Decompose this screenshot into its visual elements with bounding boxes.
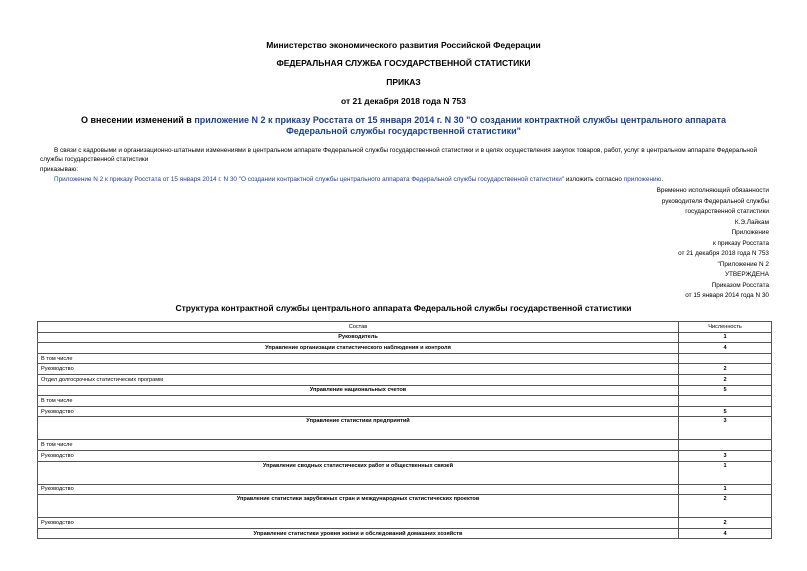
row-count: 2	[679, 518, 772, 529]
row-name: Руководство	[38, 364, 679, 375]
row-count: 4	[679, 343, 772, 354]
signature-line: руководителя Федеральной службы	[661, 197, 769, 205]
row-name: Руководство	[38, 518, 679, 529]
row-count: 2	[679, 374, 772, 385]
table-row	[38, 440, 772, 451]
table-row	[38, 518, 772, 529]
order-item-text: изложить согласно	[564, 176, 624, 183]
table-row	[38, 528, 772, 539]
row-name: В том числе	[38, 440, 679, 451]
table-row	[38, 332, 772, 343]
row-count: 1	[679, 332, 772, 343]
signature-line: Временно исполняющий обязанности	[656, 187, 769, 194]
header-col-count: Численность	[679, 322, 772, 333]
row-count: 5	[679, 406, 772, 417]
table-row	[38, 353, 772, 364]
row-count: 1	[679, 461, 772, 484]
table-row	[38, 461, 772, 484]
signature-block	[657, 186, 769, 302]
row-name: Управление национальных счетов	[38, 385, 679, 396]
table-row	[38, 450, 772, 461]
row-count	[679, 353, 772, 364]
order-item	[54, 175, 789, 184]
signature-line: Приказом Росстата	[711, 281, 769, 289]
signature-line: государственной статистики	[685, 208, 769, 215]
signature-line: Приложение	[731, 229, 769, 236]
row-count: 2	[679, 364, 772, 375]
table-row	[38, 396, 772, 407]
preamble-paragraph: В связи с кадровыми и организационно-штатными изменениями в центральном аппарате Федеральной службы государственной статистики и в целях осуществления закупок товаров, работ, услуг в центральном аппарате Федеральной службы государственной статистики	[40, 147, 758, 163]
row-count	[679, 396, 772, 407]
structure-title: Структура контрактной службы центрального аппарата Федеральной службы государственной статистики	[175, 303, 632, 313]
row-count	[679, 440, 772, 451]
order-date: от 21 декабря 2018 года N 753	[340, 96, 467, 106]
order-heading: ПРИКАЗ	[386, 77, 421, 87]
row-name: Управление статистики зарубежных стран и международных статистических проектов	[38, 495, 679, 518]
signature-line: "Приложение N 2	[717, 260, 769, 268]
row-name: Руководство	[38, 406, 679, 417]
table-row	[38, 484, 772, 495]
row-count: 3	[679, 417, 772, 440]
row-name: Руководитель	[38, 332, 679, 343]
row-name: Управление статистики предприятий	[38, 417, 679, 440]
row-name: Отдел долгосрочных статистических программ	[38, 374, 679, 385]
row-name: Управление организации статистического наблюдения и контроля	[38, 343, 679, 354]
row-name: Управление статистики уровня жизни и обследований домашних хозяйств	[38, 528, 679, 539]
row-count: 1	[679, 484, 772, 495]
table-header-row	[38, 322, 772, 333]
appendix-link-2[interactable]: приложению	[623, 176, 662, 183]
table-row	[38, 374, 772, 385]
row-count: 4	[679, 528, 772, 539]
structure-table	[37, 321, 772, 539]
order-item-end: .	[661, 176, 664, 183]
signature-line: от 15 января 2014 года N 30	[685, 292, 769, 299]
row-name: Управление сводных статистических работ и общественных связей	[38, 461, 679, 484]
table-row	[38, 343, 772, 354]
row-name: Руководство	[38, 450, 679, 461]
appendix-link[interactable]: Приложение N 2 к приказу Росстата от 15 января 2014 г. N 30 "О создании контрактной службы центрального аппарата Федеральной службы государственной статистики"	[54, 176, 565, 183]
row-count: 2	[679, 495, 772, 518]
order-subject	[60, 115, 747, 137]
orders-word: приказываю:	[40, 166, 78, 173]
table-row	[38, 417, 772, 440]
table-row	[38, 364, 772, 375]
row-name: В том числе	[38, 353, 679, 364]
header-col-composition: Состав	[38, 322, 679, 333]
table-row	[38, 406, 772, 417]
ministry-heading: Министерство экономического развития Российской Федерации	[266, 40, 541, 50]
table-row	[38, 385, 772, 396]
row-name: В том числе	[38, 396, 679, 407]
row-count: 3	[679, 450, 772, 461]
table-row	[38, 495, 772, 518]
subject-link[interactable]: приложение N 2 к приказу Росстата от 15 января 2014 г. N 30 "О создании контрактной службы центрального аппарата Федеральной службы государственной статистики"	[194, 115, 726, 136]
signature-line: УТВЕРЖДЕНА	[724, 271, 769, 278]
service-heading: ФЕДЕРАЛЬНАЯ СЛУЖБА ГОСУДАРСТВЕННОЙ СТАТИСТИКИ	[276, 58, 531, 68]
subject-prefix: О внесении изменений в	[81, 115, 195, 125]
signature-line: от 21 декабря 2018 года N 753	[678, 250, 769, 257]
row-name: Руководство	[38, 484, 679, 495]
signature-line: к приказу Росстата	[712, 239, 769, 247]
signature-line: К.Э.Лайкам	[734, 218, 769, 226]
row-count: 5	[679, 385, 772, 396]
